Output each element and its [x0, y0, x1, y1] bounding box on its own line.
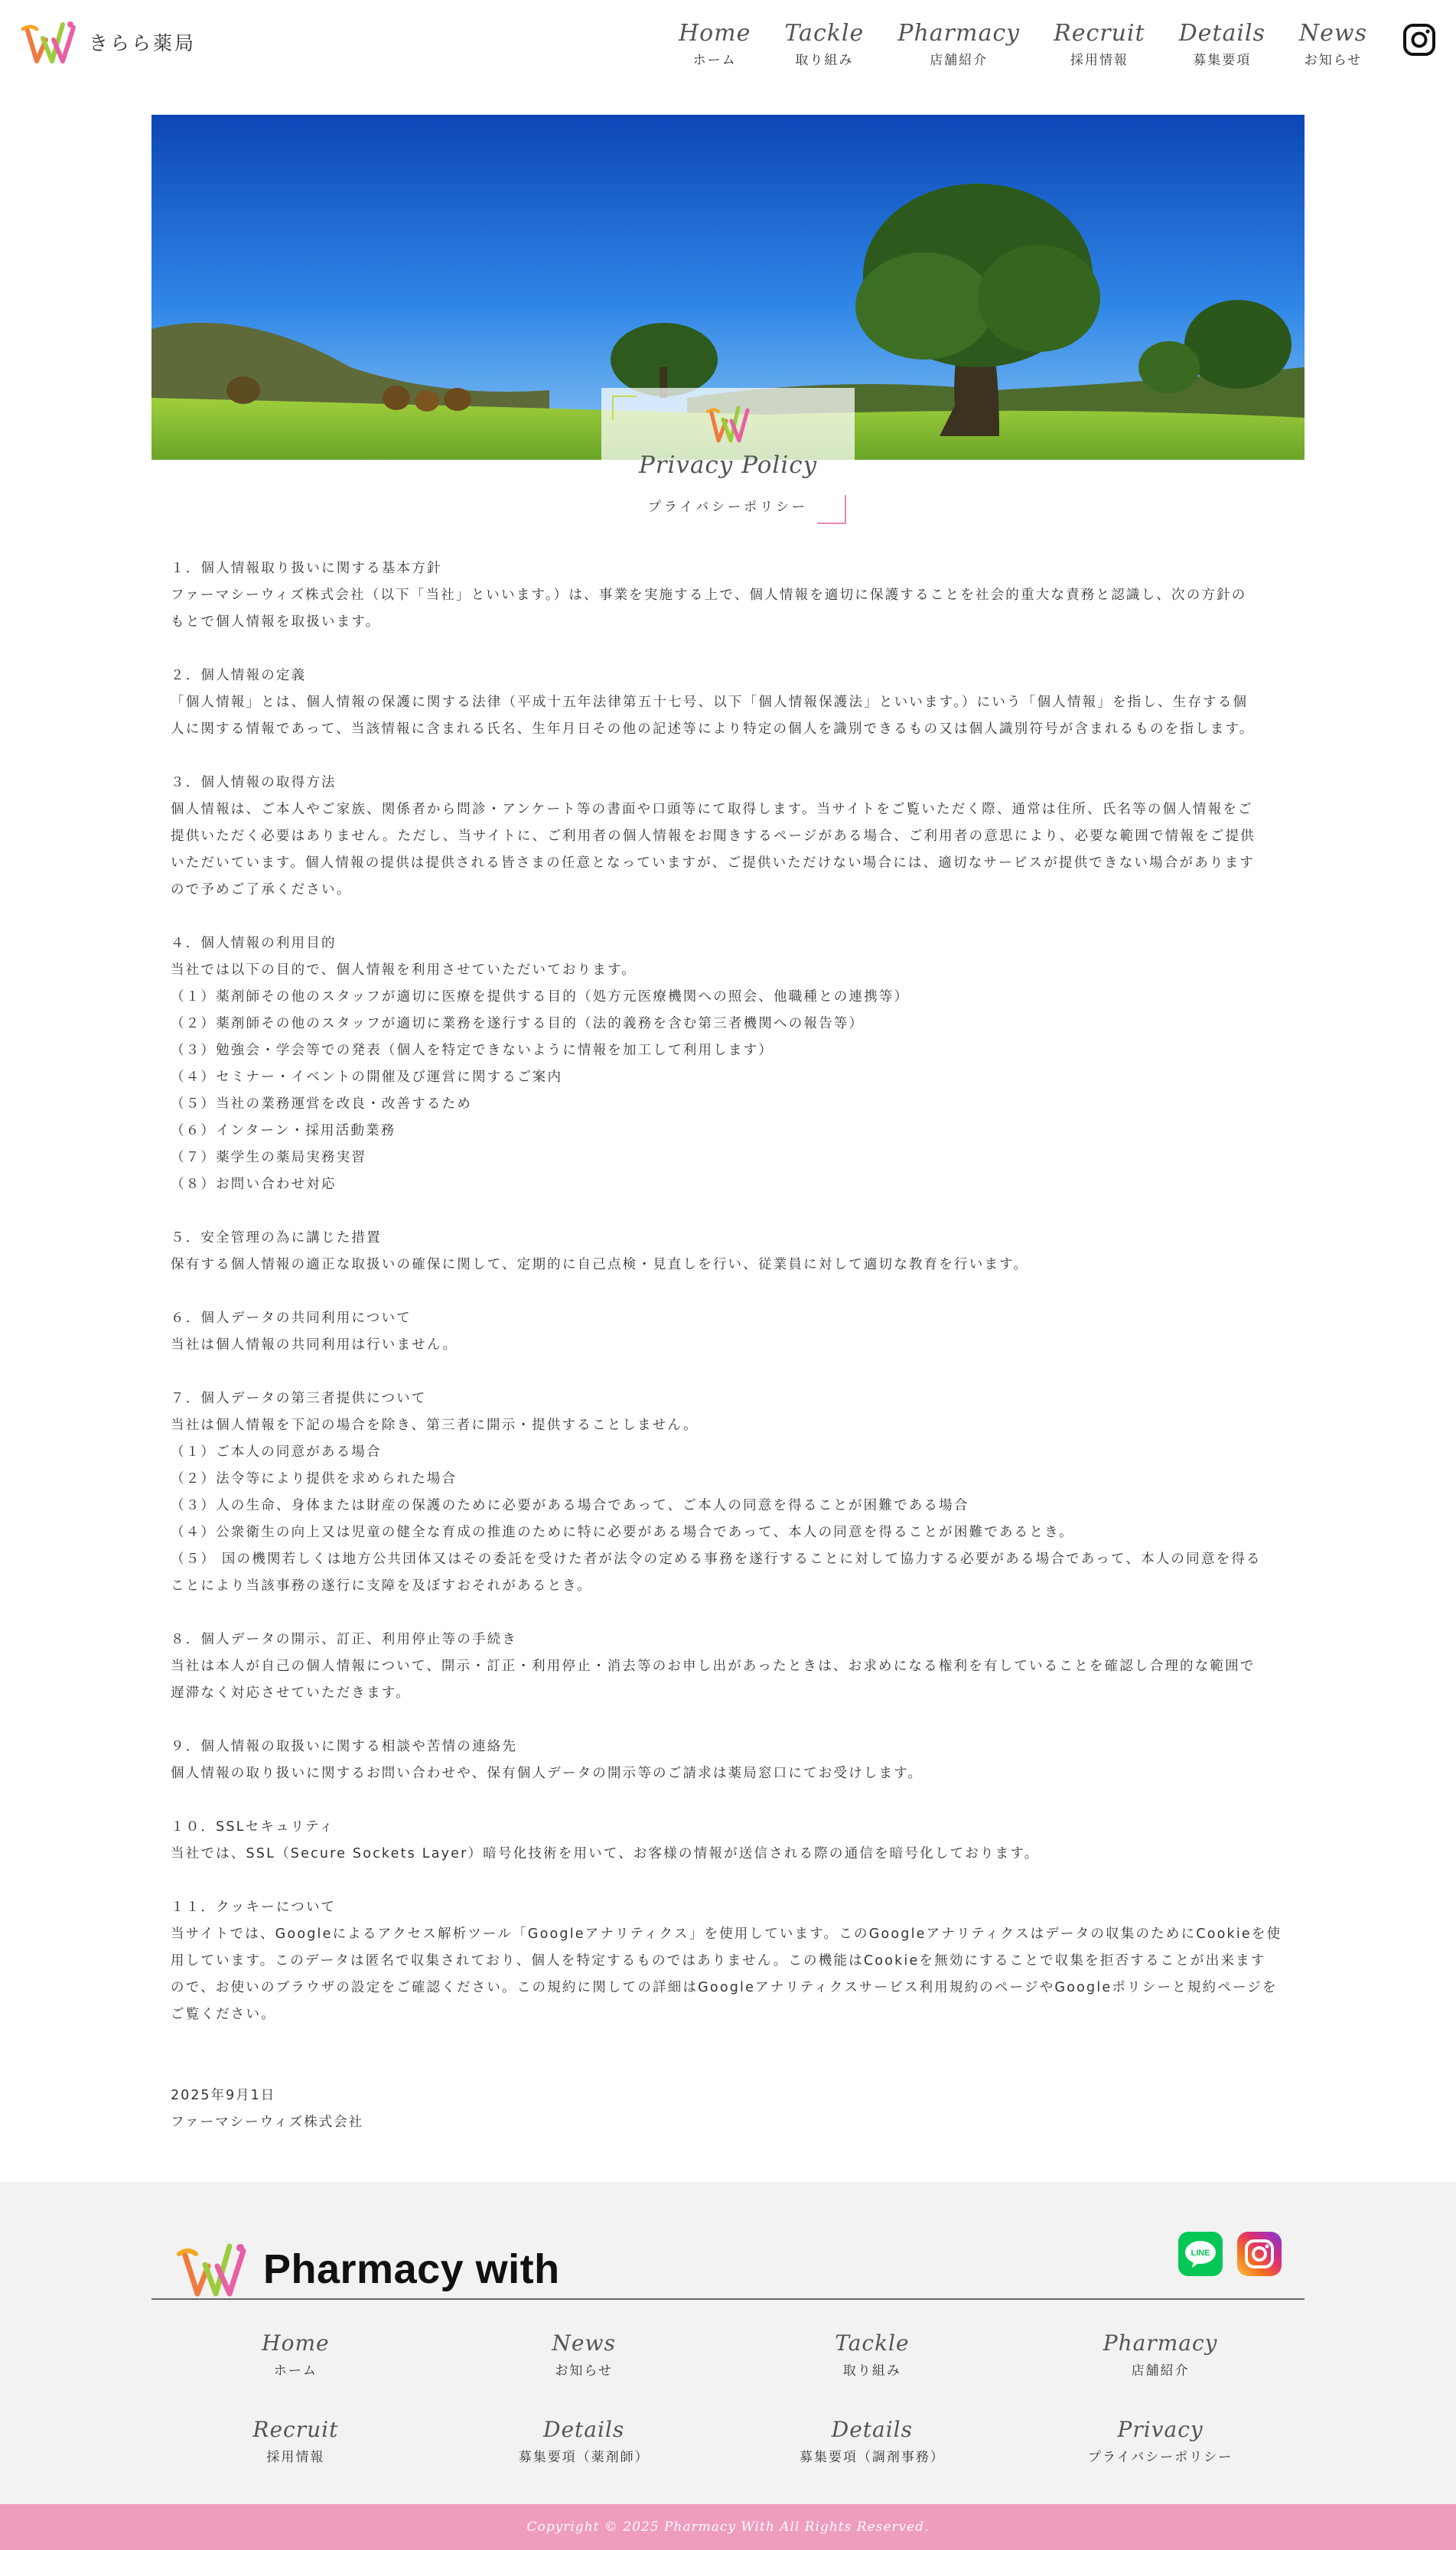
nav-tackle[interactable]	[784, 20, 864, 68]
policy-section-11	[171, 1894, 1288, 2028]
section-heading: ８．個人データの開示、訂正、利用停止等の手続き	[171, 1632, 518, 1647]
nav-details[interactable]	[1179, 20, 1265, 68]
section-heading: １１．クッキーについて	[171, 1900, 337, 1915]
section-line: 当サイトでは、Googleによるアクセス解析ツール「Googleアナリティクス」を使用しています。このGoogleアナリティクスはデータの収集のためにCookieを使	[171, 1926, 1282, 1942]
footer-nav-en: Details	[831, 2417, 913, 2442]
site-header	[0, 0, 1456, 86]
section-line: いただいています。個人情報の提供は提供される皆さまの任意となっていますが、ご提供いただけない場合には、適切なサービスが提供できない場合があります	[171, 855, 1255, 871]
instagram-icon[interactable]	[1237, 2232, 1282, 2276]
nav-recruit[interactable]	[1054, 20, 1145, 68]
line-bubble-icon	[1178, 2232, 1223, 2276]
footer-nav-pharmacy[interactable]	[1016, 2330, 1305, 2379]
footer-nav-recruit[interactable]	[151, 2417, 440, 2465]
footer-nav-home[interactable]	[151, 2330, 440, 2379]
policy-section-3	[171, 770, 1288, 904]
section-line: 当社は本人が自己の個人情報について、開示・訂正・利用停止・消去等のお申し出があったときは、お求めになる権利を有していることを確認し合理的な範囲で	[171, 1659, 1256, 1674]
policy-section-1	[171, 555, 1288, 636]
section-heading: ４．個人情報の利用目的	[171, 936, 337, 951]
section-heading: ５．安全管理の為に講じた措置	[171, 1230, 382, 1246]
page-title-en: Privacy Policy	[638, 451, 818, 479]
section-line: （１）ご本人の同意がある場合	[171, 1444, 382, 1460]
section-line: 「個人情報」とは、個人情報の保護に関する法律（平成十五年法律第五十七号、以下「個人情報保護法」といいます。）にいう「個人情報」を指し、生存する個	[171, 695, 1249, 710]
section-line: （７）薬学生の薬局実務実習	[171, 1150, 367, 1165]
footer-brand: Pharmacy with	[263, 2246, 560, 2292]
policy-section-10	[171, 1814, 1288, 1868]
section-line: もとで個人情報を取扱います。	[171, 614, 381, 630]
footer-nav-jp: ホーム	[273, 2363, 318, 2379]
nav-pharmacy-en: Pharmacy	[897, 20, 1021, 47]
title-corner-green	[612, 396, 637, 420]
nav-news-en: News	[1298, 20, 1367, 47]
policy-section-4	[171, 930, 1288, 1198]
section-line: 当社は個人情報を下記の場合を除き、第三者に開示・提供することしません。	[171, 1418, 699, 1433]
footer-nav-en: Pharmacy	[1103, 2330, 1218, 2356]
section-line: ので予めご了承ください。	[171, 882, 352, 897]
line-icon-label: LINE	[1191, 2249, 1210, 2258]
logo-text: きらら薬局	[89, 32, 197, 54]
nav-pharmacy-jp: 店舗紹介	[930, 53, 989, 68]
policy-section-2	[171, 663, 1288, 743]
policy-section-6	[171, 1305, 1288, 1359]
section-line: 遅滞なく対応させていただきます。	[171, 1685, 411, 1701]
title-corner-pink	[817, 495, 846, 524]
section-line: 人に関する情報であって、当該情報に含まれる氏名、生年月日その他の記述等により特定の個人を識別できるもの又は個人識別符号が含まれるものを指します。	[171, 721, 1255, 737]
footer-divider	[151, 2298, 1305, 2300]
section-line: （２）薬剤師その他のスタッフが適切に業務を遂行する目的（法的義務を含む第三者機関への報告等）	[171, 1016, 865, 1031]
nav-news-jp: お知らせ	[1304, 53, 1363, 68]
site-logo[interactable]	[20, 17, 196, 67]
section-line: ご覧ください。	[171, 2007, 276, 2022]
footer-logo[interactable]	[176, 2239, 560, 2300]
section-line: 個人情報は、ご本人やご家族、関係者から問診・アンケート等の書面や口頭等にて取得します。当サイトをご覧いただく際、通常は住所、氏名等の個人情報をご	[171, 802, 1253, 817]
section-line: 当社は個人情報の共同利用は行いません。	[171, 1337, 458, 1353]
footer-nav-jp: 採用情報	[266, 2450, 325, 2465]
section-line: （４）セミナー・イベントの開催及び運営に関するご案内	[171, 1070, 563, 1085]
footer-nav	[151, 2330, 1305, 2465]
section-line: （２）法令等により提供を求められた場合	[171, 1471, 458, 1487]
section-line: 当社では、SSL（Secure Sockets Layer）暗号化技術を用いて、お客様の情報が送信される際の通信を暗号化しております。	[171, 1846, 1040, 1861]
section-line: （８）お問い合わせ対応	[171, 1177, 337, 1192]
nav-details-jp: 募集要項	[1193, 53, 1252, 68]
footer-nav-en: Home	[262, 2330, 330, 2356]
page-title-jp: プライバシーポリシー	[647, 500, 809, 515]
nav-recruit-en: Recruit	[1054, 20, 1145, 47]
section-line: 提供いただく必要はありません。ただし、当サイトに、ご利用者の個人情報をお聞きするページがある場合、ご利用者の意思により、必要な範囲で情報をご提供	[171, 829, 1256, 844]
section-line: 個人情報の取り扱いに関するお問い合わせや、保有個人データの開示等のご請求は薬局窓口にてお受けします。	[171, 1766, 923, 1781]
nav-tackle-en: Tackle	[784, 20, 865, 47]
footer-nav-en: Details	[543, 2417, 625, 2442]
nav-pharmacy[interactable]	[897, 20, 1020, 68]
footer-nav-privacy[interactable]	[1016, 2417, 1305, 2465]
nav-details-en: Details	[1178, 20, 1265, 47]
nav-home-jp: ホーム	[692, 53, 737, 68]
section-heading: ６．個人データの共同利用について	[171, 1311, 412, 1326]
instagram-icon[interactable]	[1402, 23, 1436, 57]
section-line: （１）薬剤師その他のスタッフが適切に医療を提供する目的（処方元医療機関への照会、他職種との連携等）	[171, 989, 910, 1005]
section-line: （６）インターン・採用活動業務	[171, 1123, 396, 1138]
privacy-policy-body	[171, 555, 1288, 2055]
section-line: ファーマシーウィズ株式会社（以下「当社」といいます。）は、事業を実施する上で、個人情報を適切に保護することを社会的重大な責務と認識し、次の方針の	[171, 588, 1247, 603]
footer-nav-en: Tackle	[835, 2330, 910, 2356]
section-line: 用しています。このデータは匿名で収集されており、個人を特定するものではありません。この機能はCookieを無効にすることで収集を拒否することが出来ます	[171, 1953, 1266, 1969]
footer-nav-news[interactable]	[440, 2330, 728, 2379]
footer-nav-en: Privacy	[1117, 2417, 1204, 2442]
footer-nav-tackle[interactable]	[728, 2330, 1017, 2379]
line-icon[interactable]	[1178, 2232, 1223, 2276]
policy-date: 2025年9月1日	[171, 2088, 276, 2103]
policy-section-7	[171, 1386, 1288, 1600]
copyright: Copyright © 2025 Pharmacy With All Rights Reserved.	[0, 2504, 1456, 2550]
logo-mark-icon	[705, 401, 752, 447]
policy-section-5	[171, 1225, 1288, 1278]
nav-home-en: Home	[678, 20, 751, 47]
footer-nav-en: News	[552, 2330, 616, 2356]
footer-nav-en: Recruit	[252, 2417, 339, 2442]
logo-mark-icon	[20, 17, 81, 67]
main-nav	[679, 20, 1367, 68]
section-line: （３）人の生命、身体または財産の保護のために必要がある場合であって、ご本人の同意を得ることが困難である場合	[171, 1498, 969, 1513]
policy-signature	[171, 2083, 363, 2136]
section-line: （５） 国の機関若しくは地方公共団体又はその委託を受けた者が法令の定める事務を遂行することに対して協力する必要がある場合であって、本人の同意を得る	[171, 1552, 1262, 1567]
footer-nav-jp: プライバシーポリシー	[1088, 2450, 1233, 2465]
policy-section-8	[171, 1627, 1288, 1707]
footer-nav-details-pharmacist[interactable]	[440, 2417, 728, 2465]
nav-news[interactable]	[1299, 20, 1367, 68]
nav-home[interactable]	[679, 20, 751, 68]
section-line: （４）公衆衛生の向上又は児童の健全な育成の推進のために特に必要がある場合であって、本人の同意を得ることが困難であるとき。	[171, 1525, 1074, 1540]
instagram-glyph-icon	[1237, 2232, 1282, 2276]
section-line: 保有する個人情報の適正な取扱いの確保に関して、定期的に自己点検・見直しを行い、従業員に対して適切な教育を行います。	[171, 1257, 1029, 1272]
section-heading: ９．個人情報の取扱いに関する相談や苦情の連絡先	[171, 1739, 518, 1754]
section-heading: ３．個人情報の取得方法	[171, 775, 337, 790]
footer-nav-jp: 募集要項（調剤事務）	[799, 2450, 945, 2465]
section-line: 当社では以下の目的で、個人情報を利用させていただいております。	[171, 962, 637, 978]
company-name: ファーマシーウィズ株式会社	[171, 2115, 364, 2130]
footer-nav-details-clerk[interactable]	[728, 2417, 1017, 2465]
section-heading: １０．SSLセキュリティ	[171, 1819, 335, 1835]
section-heading: １．個人情報取り扱いに関する基本方針	[171, 561, 442, 576]
policy-section-9	[171, 1734, 1288, 1787]
section-line: ので、お使いのブラウザの設定をご確認ください。この規約に関しての詳細はGoogleアナリティクスサービス利用規約のページやGoogleポリシーと規約ページを	[171, 1980, 1278, 1995]
footer-nav-jp: お知らせ	[555, 2363, 613, 2379]
section-line: ことにより当該事務の遂行に支障を及ぼすおそれがあるとき。	[171, 1578, 592, 1594]
section-line: （５）当社の業務運営を改良・改善するため	[171, 1096, 472, 1112]
section-heading: ７．個人データの第三者提供について	[171, 1391, 427, 1406]
footer-nav-jp: 取り組み	[842, 2363, 901, 2379]
nav-recruit-jp: 採用情報	[1070, 53, 1129, 68]
logo-mark-icon	[176, 2239, 252, 2300]
footer-nav-jp: 店舗紹介	[1131, 2363, 1190, 2379]
nav-tackle-jp: 取り組み	[795, 53, 854, 68]
footer-nav-jp: 募集要項（薬剤師）	[518, 2450, 650, 2465]
section-heading: ２．個人情報の定義	[171, 668, 307, 683]
section-line: （３）勉強会・学会等での発表（個人を特定できないように情報を加工して利用します）	[171, 1043, 774, 1058]
